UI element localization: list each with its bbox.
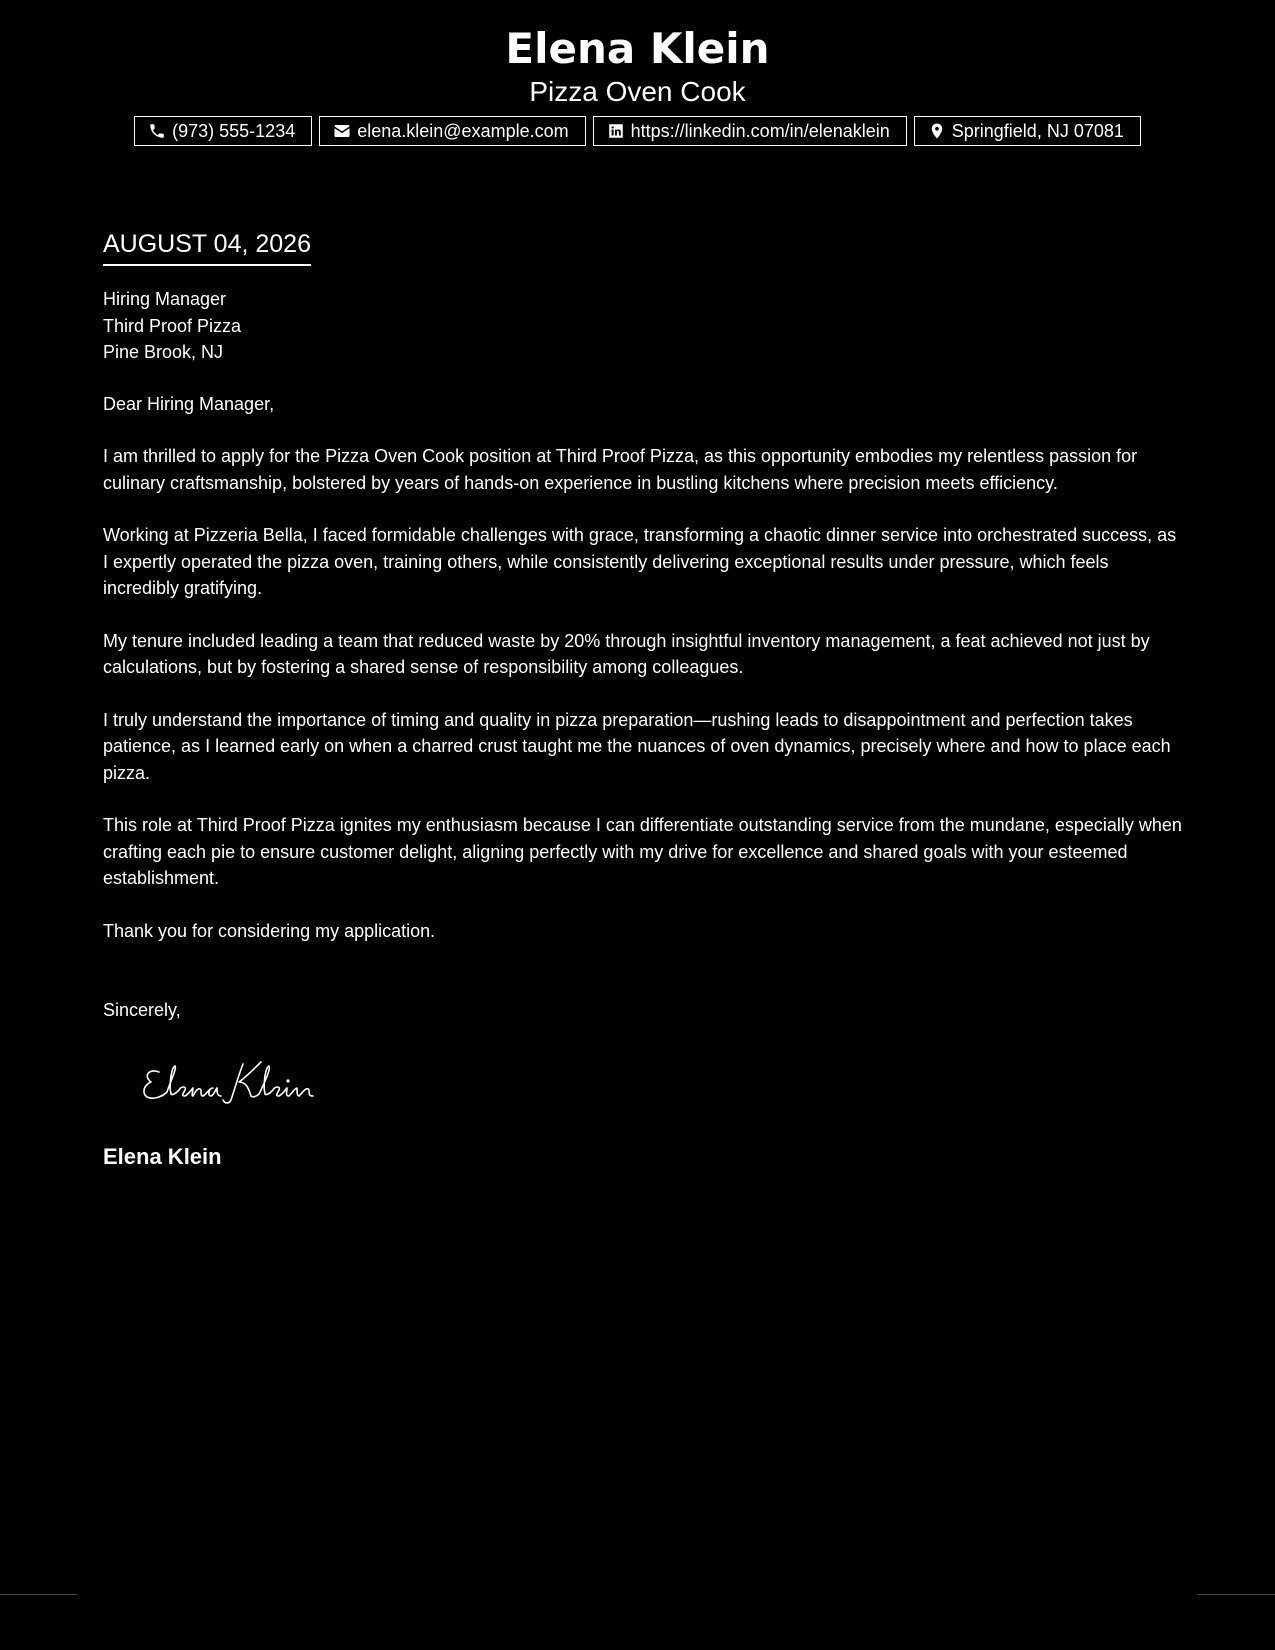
phone-icon — [148, 122, 166, 140]
paragraph: I am thrilled to apply for the Pizza Oven Cook position at Third Proof Pizza, as this opportunity embodies my relentless passion for culinary craftsmanship, bolstered by years of hands-on experience in bustling kitchens where precision meets efficiency. — [103, 446, 1138, 493]
paragraph: My tenure included leading a team that reduced waste by 20% through insightful inventory management, a feat achieved not just by calculations, but by fostering a shared sense of responsibility among colleagues. — [103, 630, 1150, 677]
paragraph: This role at Third Proof Pizza ignites my enthusiasm because I can differentiate outstanding service from the mundane, especially when crafting each pie to ensure customer delight, aligning perfectly with my drive for excellence and shared goals with your esteemed establishment. — [103, 815, 1182, 888]
recipient-line: Hiring Manager — [103, 289, 227, 309]
contact-location[interactable] — [914, 116, 1141, 146]
recipient-block — [103, 286, 1183, 366]
contact-bar — [0, 116, 1275, 146]
contact-email[interactable] — [319, 116, 585, 146]
greeting: Dear Hiring Manager, — [103, 393, 275, 414]
email-text: elena.klein@example.com — [357, 121, 569, 141]
paragraph: Working at Pizzeria Bella, I faced formidable challenges with grace, transforming a chaotic dinner service into orchestrated success, as I expertly operated the pizza oven, training others, while consistently delivering exceptional results under pressure, which feels incredibly gratifying. — [103, 525, 1177, 598]
linkedin-icon — [607, 122, 625, 140]
footer-divider-left — [0, 1594, 77, 1595]
paragraph: Thank you for considering my application. — [103, 920, 436, 941]
phone-text: (973) 555-1234 — [172, 121, 296, 141]
closing: Sincerely, — [103, 1000, 181, 1020]
envelope-icon — [333, 122, 351, 140]
handwritten-signature — [139, 1050, 359, 1114]
paragraph: I truly understand the importance of timing and quality in pizza preparation—rushing leads to disappointment and perfection takes patience, as I learned early on when a charred crust taught me the nuances of oven dynamics, precisely where and how to place each pizza. — [103, 709, 1171, 783]
applicant-title: Pizza Oven Cook — [529, 76, 746, 107]
letter-body — [103, 226, 1183, 1171]
map-marker-icon — [928, 122, 946, 140]
letter-date: AUGUST 04, 2026 — [103, 226, 311, 266]
linkedin-text: https://linkedin.com/in/elenaklein — [630, 121, 890, 141]
contact-phone[interactable] — [134, 116, 312, 146]
recipient-line: Third Proof Pizza — [103, 315, 242, 336]
location-text: Springfield, NJ 07081 — [951, 121, 1124, 141]
recipient-line: Pine Brook, NJ — [103, 342, 224, 362]
applicant-name: Elena Klein — [505, 24, 770, 73]
signer-name: Elena Klein — [103, 1144, 222, 1169]
footer-divider-right — [1197, 1594, 1275, 1595]
letter-header — [0, 22, 1275, 146]
contact-linkedin[interactable] — [593, 116, 907, 146]
